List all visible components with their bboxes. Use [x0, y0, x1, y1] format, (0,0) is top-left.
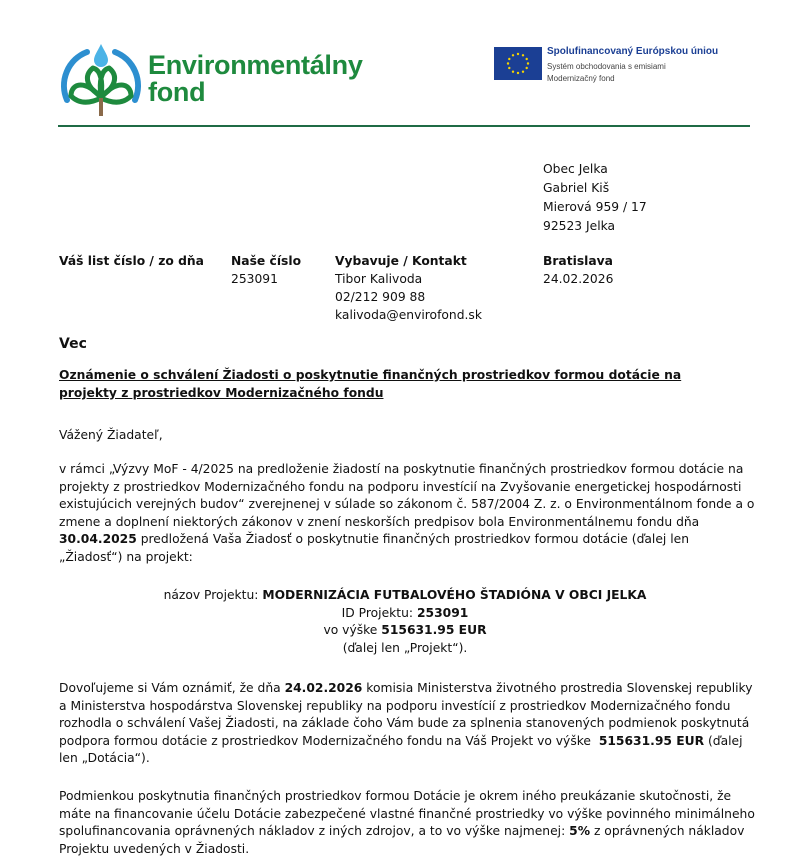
approval-text: podpora formou dotácie z prostriedkov Modernizačného fondu na Váš Projekt vo výške [59, 733, 599, 748]
eu-modernisation-fund-label: Modernizačný fond [547, 74, 615, 83]
contact-name: Tibor Kalivoda [335, 272, 423, 286]
logo-wordmark [148, 52, 363, 106]
recipient-address [543, 160, 647, 236]
intro-line: „Žiadosť“) na projekt: [59, 549, 193, 564]
place-date [543, 252, 613, 288]
subject-label: Vec [59, 336, 87, 352]
contact-email: kalivoda@envirofond.sk [335, 308, 482, 322]
project-amount-value: 515631.95 EUR [381, 623, 487, 638]
project-name [0, 587, 786, 605]
cofinancing-percent: 5% [569, 824, 591, 839]
subject-line: projekty z prostriedkov Modernizačného fondu [59, 385, 384, 400]
grant-amount: 515631.95 EUR [598, 733, 705, 748]
letter-date: 24.02.2026 [543, 272, 614, 286]
approval-line: a Ministerstva hospodárstva Slovenskej republiky na podporu investícií z prostriedkov Modernizačného fondu [59, 698, 731, 713]
logo-line1: Environmentálny [148, 50, 363, 80]
project-id-value: 253091 [416, 605, 469, 620]
project-id-label: ID Projektu: [341, 605, 417, 620]
recipient-line: Mierová 959 / 17 [543, 200, 647, 214]
contact-label: Vybavuje / Kontakt [335, 254, 467, 268]
intro-line [59, 531, 759, 549]
subject-line: Oznámenie o schválení Žiadosti o poskytnutie finančných prostriedkov formou dotácie na [59, 368, 682, 382]
eu-flag-icon [494, 47, 542, 80]
intro-line-text: predložená Vaša Žiadosť o poskytnutie finančných prostriedkov formou dotácie (ďalej len [136, 532, 689, 547]
condition-line [59, 823, 759, 841]
approval-line: rozhodla o schválení Vašej Žiadosti, na základe čoho Vám bude za splnenia stanovených podmienok poskytnutá [59, 716, 750, 731]
our-number-value: 253091 [231, 272, 278, 286]
approval-paragraph [59, 680, 759, 768]
project-name-label: názov Projektu: [163, 588, 263, 602]
approval-date: 24.02.2026 [284, 681, 363, 695]
approval-text: Dovoľujeme si Vám oznámiť, že dňa [59, 681, 285, 695]
approval-line [59, 680, 759, 698]
condition-line: máte na financovanie účelu Dotácie zabezpečené vlastné finančné prostriedky vo výške povinného minimálneho [59, 806, 755, 821]
project-name-value: MODERNIZÁCIA FUTBALOVÉHO ŠTADIÓNA V OBCI JELKA [262, 588, 647, 602]
condition-text: z oprávnených nákladov [590, 824, 745, 839]
approval-text: (ďalej [704, 733, 743, 748]
project-amount-label: vo výške [323, 623, 382, 638]
your-letter-label: Váš list číslo / zo dňa [59, 254, 204, 268]
contact-block [335, 252, 482, 324]
project-id [0, 605, 786, 623]
recipient-line: Gabriel Kiš [543, 181, 610, 195]
approval-text: komisia Ministerstva životného prostredia Slovenskej republiky [362, 681, 753, 695]
intro-line: projekty z prostriedkov Modernizačného fondu na podporu investícií na Zvyšovanie energetickej hospodárnosti [59, 479, 742, 494]
intro-line: zmene a doplnení niektorých zákonov v znení neskorších predpisov bola Environmentálnemu fondu dňa [59, 514, 700, 529]
environmental-fund-leaf-icon [57, 40, 145, 124]
project-alias: (ďalej len „Projekt“). [342, 640, 468, 655]
condition-line: Projektu uvedených v Žiadosti. [59, 841, 250, 856]
approval-line [59, 733, 759, 751]
condition-line: Podmienkou poskytnutia finančných prostriedkov formou Dotácie je okrem iného preukázanie skutočnosti, že [59, 789, 732, 803]
submission-date: 30.04.2025 [59, 532, 137, 547]
condition-paragraph [59, 788, 759, 858]
place-label: Bratislava [543, 254, 613, 268]
logo-line2: fond [148, 77, 206, 107]
our-number-label: Naše číslo [231, 254, 302, 268]
project-details [0, 587, 786, 657]
our-number [231, 252, 301, 288]
contact-phone: 02/212 909 88 [335, 290, 426, 304]
recipient-line: Obec Jelka [543, 162, 608, 176]
header-divider [58, 125, 750, 127]
intro-line: existujúcich verejných budov“ zverejnenej v súlade so zákonom č. 587/2004 Z. z. o Environmentálnom fonde a o [59, 497, 755, 512]
recipient-line: 92523 Jelka [543, 219, 616, 233]
intro-line: v rámci „Výzvy MoF - 4/2025 na predloženie žiadostí na poskytnutie finančných prostriedkov formou dotácie na [59, 462, 744, 476]
condition-text: spolufinancovania oprávnených nákladov z iných zdrojov, a to vo výške najmenej: [59, 824, 570, 839]
salutation: Vážený Žiadateľ, [59, 428, 163, 442]
eu-cofinanced-title: Spolufinancovaný Európskou úniou [547, 46, 719, 57]
intro-paragraph [59, 461, 759, 567]
project-amount [0, 622, 786, 640]
subject-title [59, 367, 759, 402]
approval-line: len „Dotácia“). [59, 751, 150, 766]
eu-ets-label: Systém obchodovania s emisiami [547, 62, 666, 71]
